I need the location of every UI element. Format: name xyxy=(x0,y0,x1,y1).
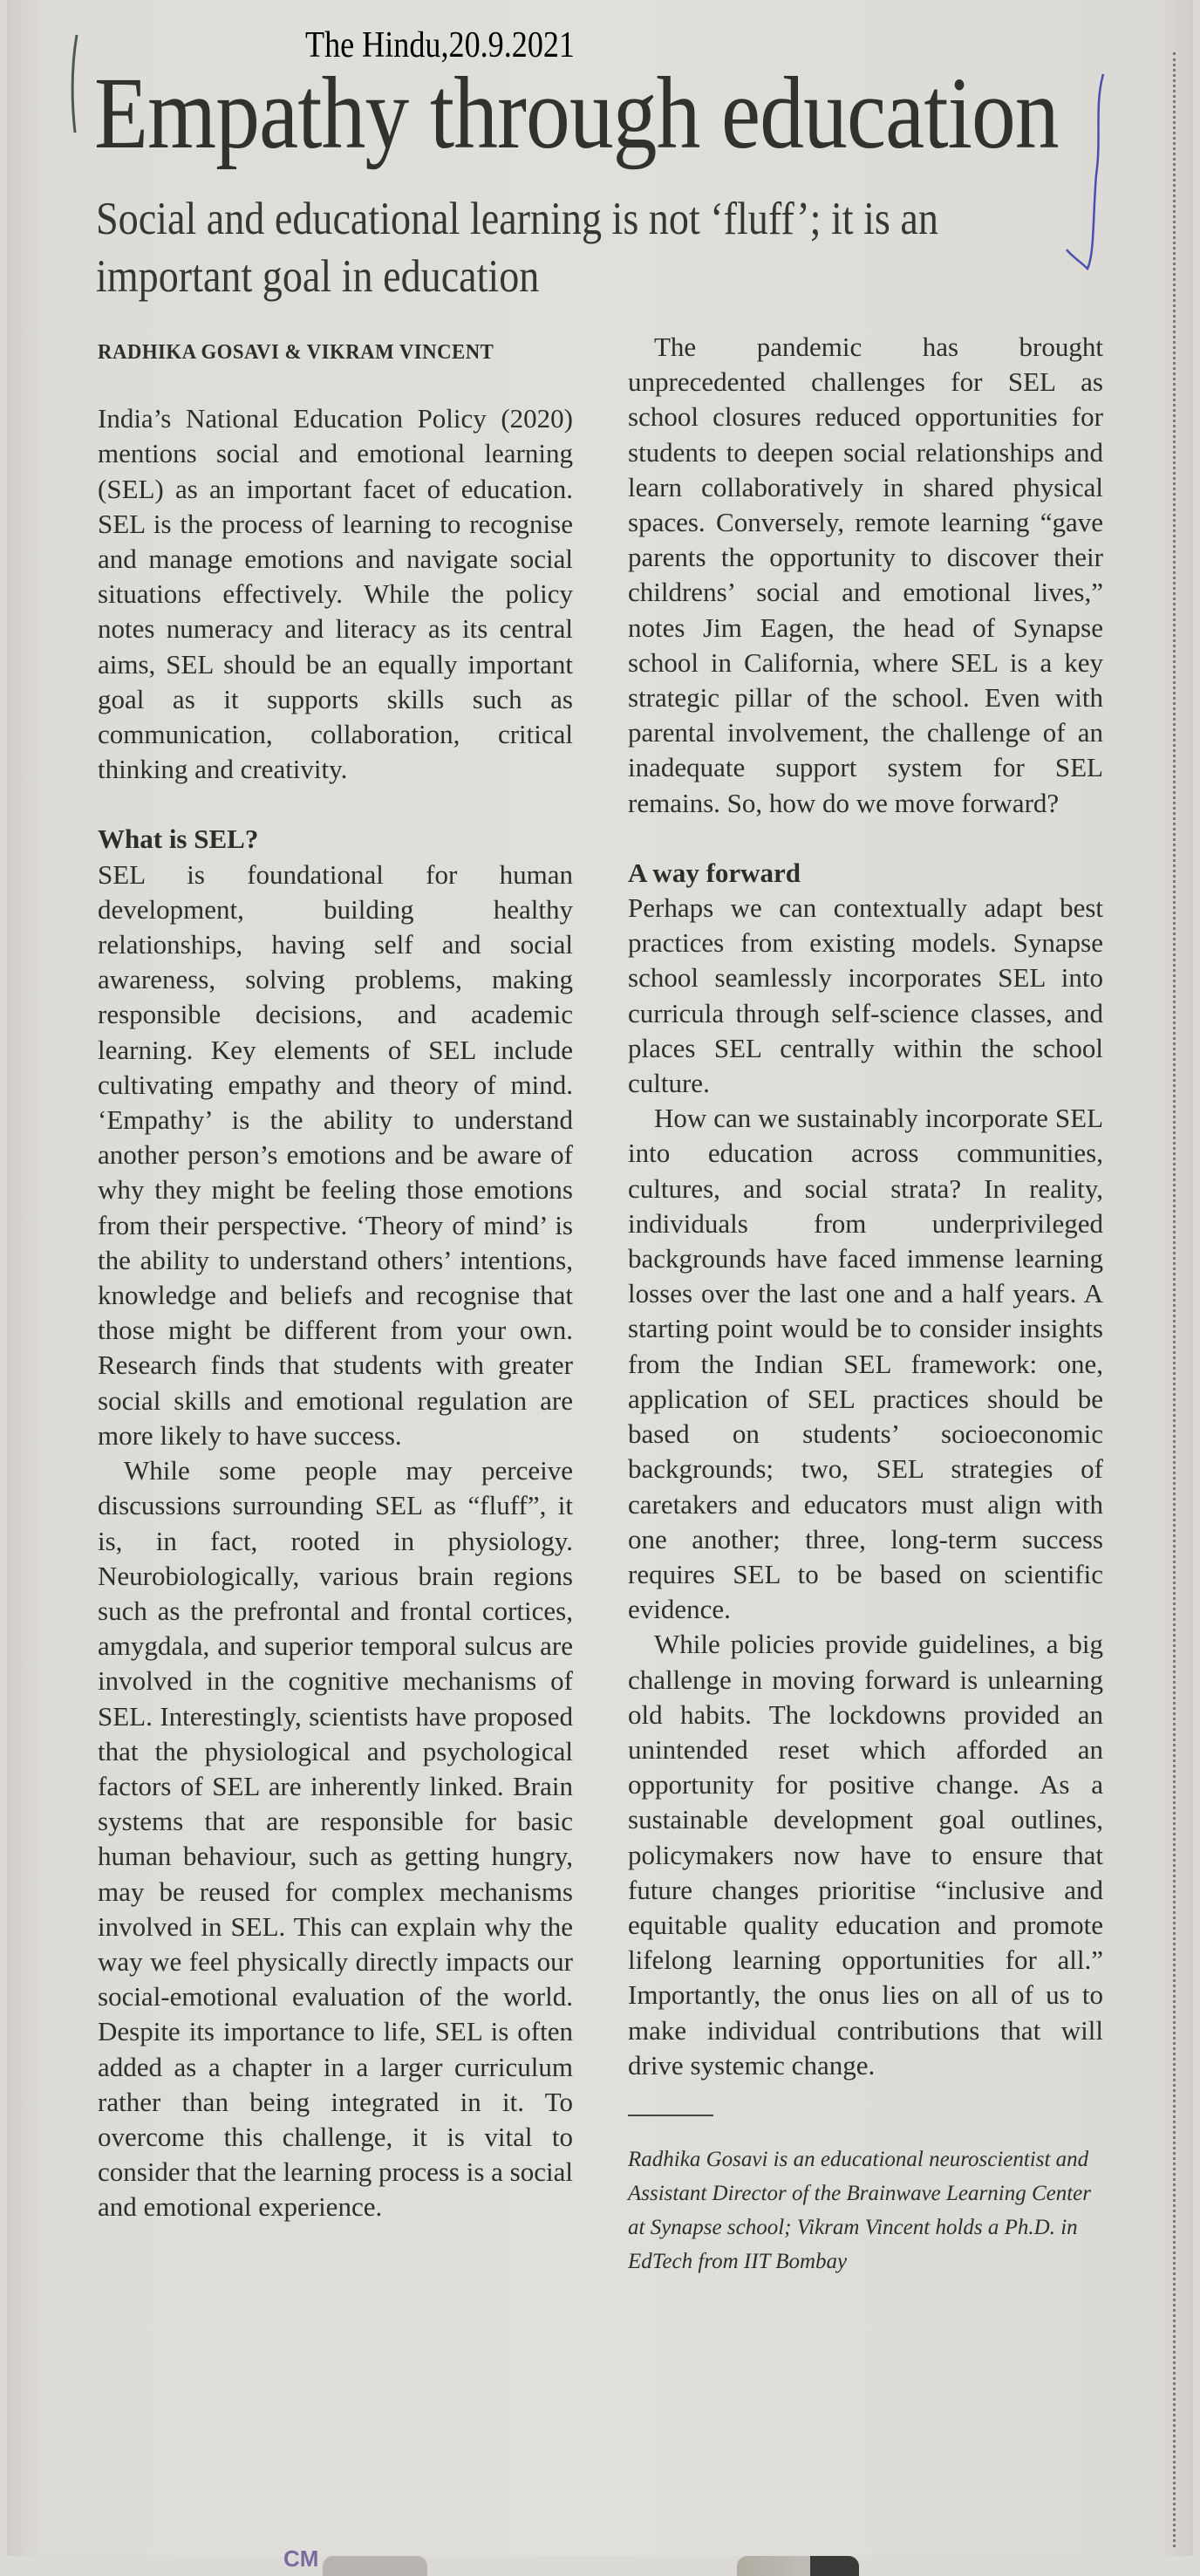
author-bio: Radhika Gosavi is an educational neuroscientist and Assistant Director of the Brainwave Learning Center at Synapse school; Vikram Vincent holds a Ph.D. in EdTech from IIT Bombay xyxy=(628,2147,1091,2273)
paragraph: The pandemic has brought unprecedented challenges for SEL as school closures reduced opportunities for students to deepen social relationships and learn collaboratively in shared physical spaces. Conversely, remote learning “gave parents the opportunity to discover their childrens’ social and emotional lives,” notes Jim Eagen, the head of Synapse school in California, where SEL is a key strategic pillar of the school. Even with parental involvement, the challenge of an inadequate support system for SEL remains. So, how do we move forward? xyxy=(628,331,1103,818)
print-color-mark: CM xyxy=(283,2545,319,2572)
divider-rule xyxy=(628,2115,713,2116)
paragraph: Perhaps we can contextually adapt best practices from existing models. Synapse school seamlessly incorporates SEL into curricula through self-science classes, and places SEL centrally within the school culture. xyxy=(628,892,1103,1099)
paragraph: India’s National Education Policy (2020) mentions social and emotional learning (SEL) as an important facet of education. SEL is the process of learning to recognise and manage emotions and navigate social situations effectively. While the policy notes numeracy and literacy as its central aims, SEL should be an equally important goal as it supports skills such as communication, collaboration, critical thinking and creativity. xyxy=(98,403,573,785)
paragraph: While some people may perceive discussions surrounding SEL as “fluff”, it is, in fact, rooted in physiology. Neurobiologically, various brain regions such as the prefrontal and frontal cortices, amygdala, and superior temporal sulcus are involved in the cognitive mechanisms of SEL. Interestingly, scientists have proposed that the physiological and psychological factors of SEL are inherently linked. Brain systems that are responsible for basic human behaviour, such as getting hungry, may be reused for complex mechanisms involved in SEL. This can explain why the way we feel physically directly impacts our social-emotional evaluation of the world. Despite its importance to life, SEL is often added as a chapter in a larger curriculum rather than being integrated in it. To overcome this challenge, it is vital to consider that the learning process is a social and emotional experience. xyxy=(98,1455,573,2223)
paragraph: SEL is foundational for human development, building healthy relationships, having self and social awareness, solving problems, making responsible decisions, and academic learning. Key elements of SEL include cultivating empathy and theory of mind. ‘Empathy’ is the ability to understand another person’s emotions and be aware of why they might be feeling those emotions from their perspective. ‘Theory of mind’ is the ability to understand others’ intentions, knowledge and beliefs and recognise that those might be different from your own. Research finds that students with greater social skills and emotional regulation are more likely to have success. xyxy=(98,858,573,1451)
print-registration-blob xyxy=(323,2556,427,2576)
headline: Empathy through education xyxy=(94,56,1059,170)
article-column-right xyxy=(628,330,1103,2279)
paragraph: How can we sustainably incorporate SEL into education across communities, cultures, and social strata? In reality, individuals from underprivileged backgrounds have faced immense learning losses over the last one and a half years. A starting point would be to consider insights from the Indian SEL framework: one, application of SEL practices should be based on students’ socioeconomic backgrounds; two, SEL strategies of caretakers and educators must align with one another; three, long-term success requires SEL to be based on scientific evidence. xyxy=(628,1103,1103,1625)
section-heading: A way forward xyxy=(628,857,801,888)
subheadline: Social and educational learning is not ‘fluff’; it is an important goal in education xyxy=(96,194,938,302)
article-column-left xyxy=(98,335,573,2225)
pen-mark-left xyxy=(66,31,84,136)
paragraph: While policies provide guidelines, a big challenge in moving forward is unlearning old habits. The lockdowns provided an unintended reset which afforded an opportunity for positive change. As a sustainable development goal outlines, policymakers now have to ensure that future changes prioritise “inclusive and equitable quality education and promote lifelong learning opportunities for all.” Importantly, the onus lies on all of us to make individual contributions that will drive systemic change. xyxy=(628,1629,1103,2081)
byline: RADHIKA GOSAVI & VIKRAM VINCENT xyxy=(98,341,494,364)
print-registration-blob xyxy=(737,2556,859,2576)
section-heading: What is SEL? xyxy=(98,823,259,855)
source-label: The Hindu,20.9.2021 xyxy=(305,25,575,65)
column-divider-dotted xyxy=(1173,52,1176,2547)
